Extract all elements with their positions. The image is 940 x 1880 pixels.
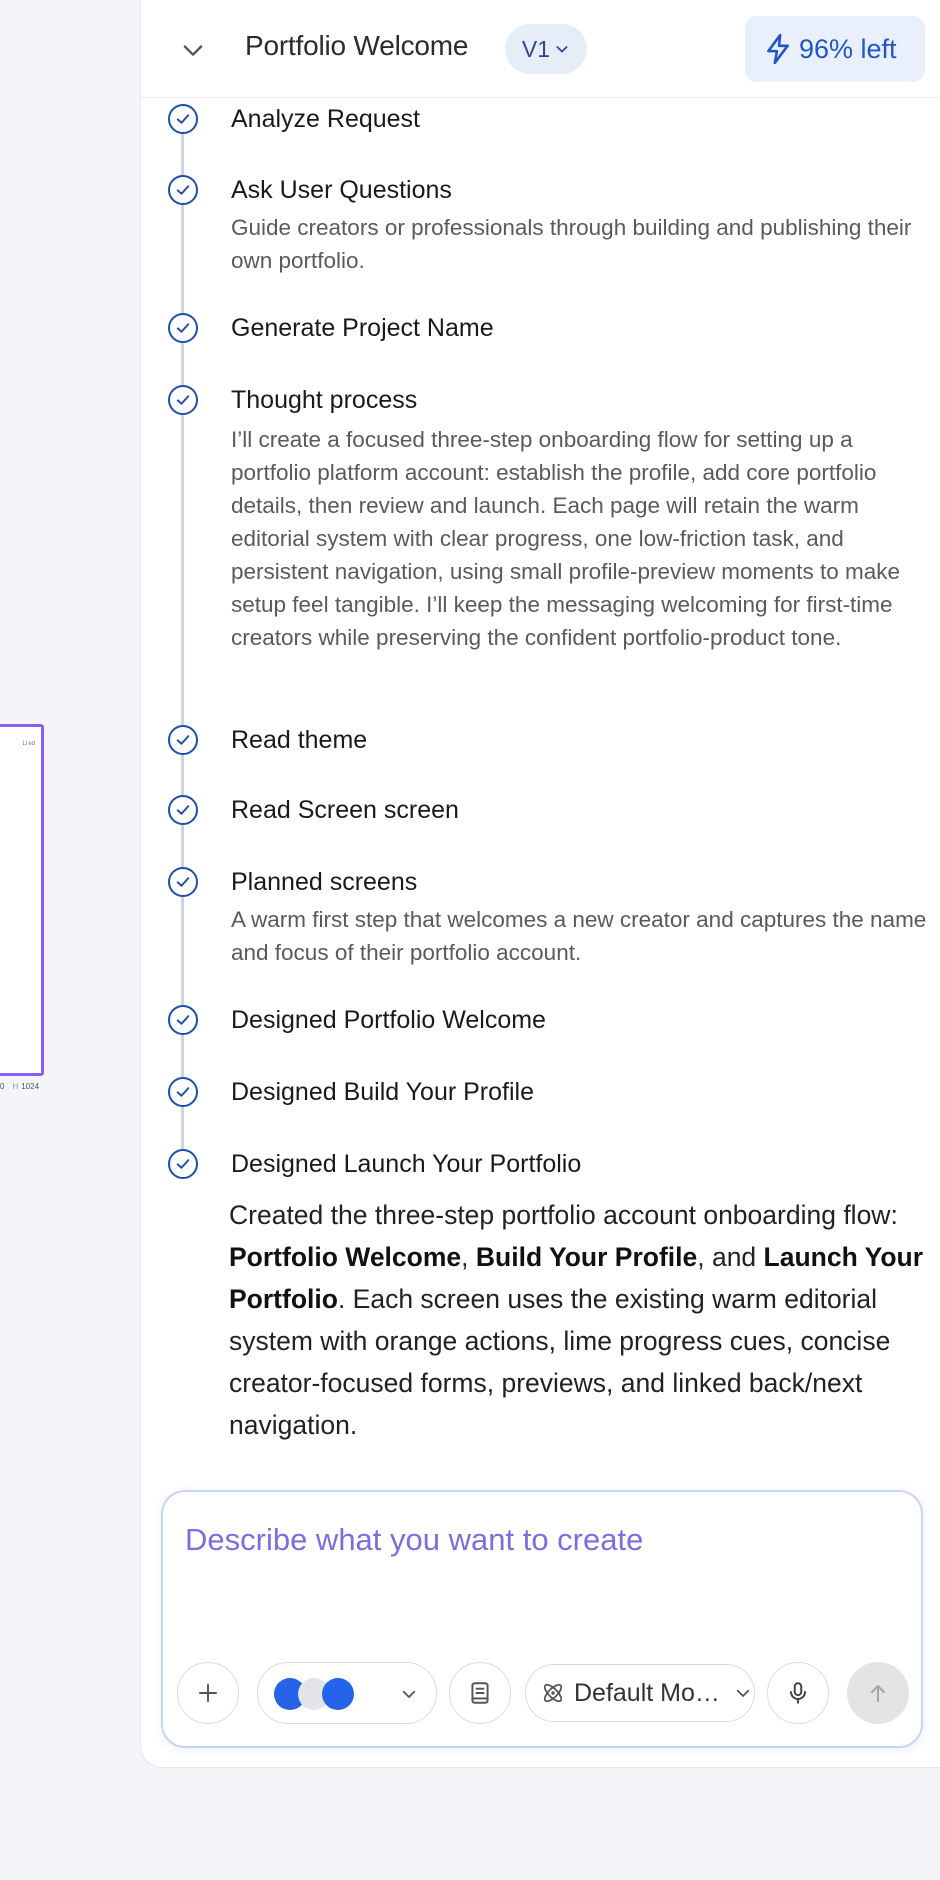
microphone-icon [785, 1680, 811, 1706]
step-label: Designed Launch Your Portfolio [231, 1150, 582, 1178]
canvas-frame-label: Ll ed [22, 741, 35, 747]
step-label: Read Screen screen [231, 796, 459, 824]
chat-panel [140, 0, 940, 1768]
page-title: Portfolio Welcome [245, 30, 469, 61]
composer-toolbar [163, 1662, 921, 1726]
model-avatar [322, 1678, 354, 1710]
summary-separator: , [461, 1242, 476, 1272]
check-circle-icon [168, 1077, 198, 1107]
check-circle-icon [168, 313, 198, 343]
summary-intro: Created the three-step portfolio account onboarding flow: [229, 1200, 898, 1230]
summary-screen-name: Portfolio Welcome [229, 1242, 462, 1272]
mode-label: Default Mo… [574, 1678, 720, 1707]
add-attachment-button[interactable] [177, 1662, 239, 1724]
step-description: Guide creators or professionals through building and publishing their own portfolio. [231, 215, 912, 273]
model-picker[interactable] [257, 1662, 437, 1724]
canvas-height-value: 1024 [21, 1082, 40, 1091]
prompt-composer [161, 1490, 923, 1748]
panel-header [141, 0, 940, 98]
credits-label: 96% left [799, 33, 897, 64]
chevron-down-icon [400, 1685, 418, 1703]
book-icon [467, 1680, 493, 1706]
version-label: V1 [521, 35, 551, 62]
step-description: I’ll create a focused three-step onboarding flow for setting up a portfolio platform account: establish the profile, add core portfolio details, then review and launch. Each page will retain the warm editorial system with clear progress, one low-friction task, and persistent navigation, using small profile-preview moments to make setup feel tangible. I’ll keep the messaging welcoming for first-time creators while preserving the confident portfolio-product tone. [231, 427, 901, 650]
lightning-bolt-icon [765, 34, 791, 64]
chevron-down-icon [554, 41, 570, 57]
check-circle-icon [168, 1149, 198, 1179]
chevron-down-icon [179, 36, 207, 64]
send-button[interactable] [847, 1662, 909, 1724]
chevron-down-icon [734, 1684, 752, 1702]
summary-screen-name: Build Your Profile [475, 1242, 698, 1272]
step-label: Generate Project Name [231, 314, 494, 342]
summary-screen-name: Launch Your Portfolio [229, 1242, 924, 1314]
prompt-input[interactable] [185, 1522, 885, 1558]
step-label: Ask User Questions [231, 176, 452, 204]
canvas-height-key: H [12, 1082, 19, 1091]
step-label: Designed Portfolio Welcome [231, 1006, 546, 1034]
check-circle-icon [168, 725, 198, 755]
check-circle-icon [168, 867, 198, 897]
step-label: Thought process [231, 386, 418, 414]
plus-icon [196, 1681, 220, 1705]
step-label: Planned screens [231, 868, 418, 896]
version-selector[interactable] [505, 24, 587, 74]
credits-indicator[interactable] [745, 16, 925, 82]
check-circle-icon [168, 795, 198, 825]
collapse-panel-button[interactable] [177, 34, 209, 66]
step-label: Read theme [231, 726, 368, 754]
canvas-screen-frame[interactable] [0, 724, 44, 1076]
check-circle-icon [168, 385, 198, 415]
step-label: Analyze Request [231, 105, 421, 133]
check-circle-icon [168, 104, 198, 134]
assistant-summary [229, 1194, 929, 1446]
voice-input-button[interactable] [767, 1662, 829, 1724]
canvas-width-value: 0 [0, 1082, 5, 1091]
atom-icon [540, 1680, 566, 1706]
library-button[interactable] [449, 1662, 511, 1724]
check-circle-icon [168, 175, 198, 205]
mode-dropdown[interactable] [525, 1664, 755, 1722]
step-description: A warm first step that welcomes a new creator and captures the name and focus of their portfolio account. [231, 907, 927, 965]
check-circle-icon [168, 1005, 198, 1035]
summary-separator: , and [697, 1242, 764, 1272]
summary-rest: . Each screen uses the existing warm editorial system with orange actions, lime progress cues, concise creator-focused forms, previews, and linked back/next navigation. [229, 1284, 891, 1440]
arrow-up-icon [866, 1681, 890, 1705]
canvas-dimensions [0, 1082, 39, 1091]
step-label: Designed Build Your Profile [231, 1078, 534, 1106]
